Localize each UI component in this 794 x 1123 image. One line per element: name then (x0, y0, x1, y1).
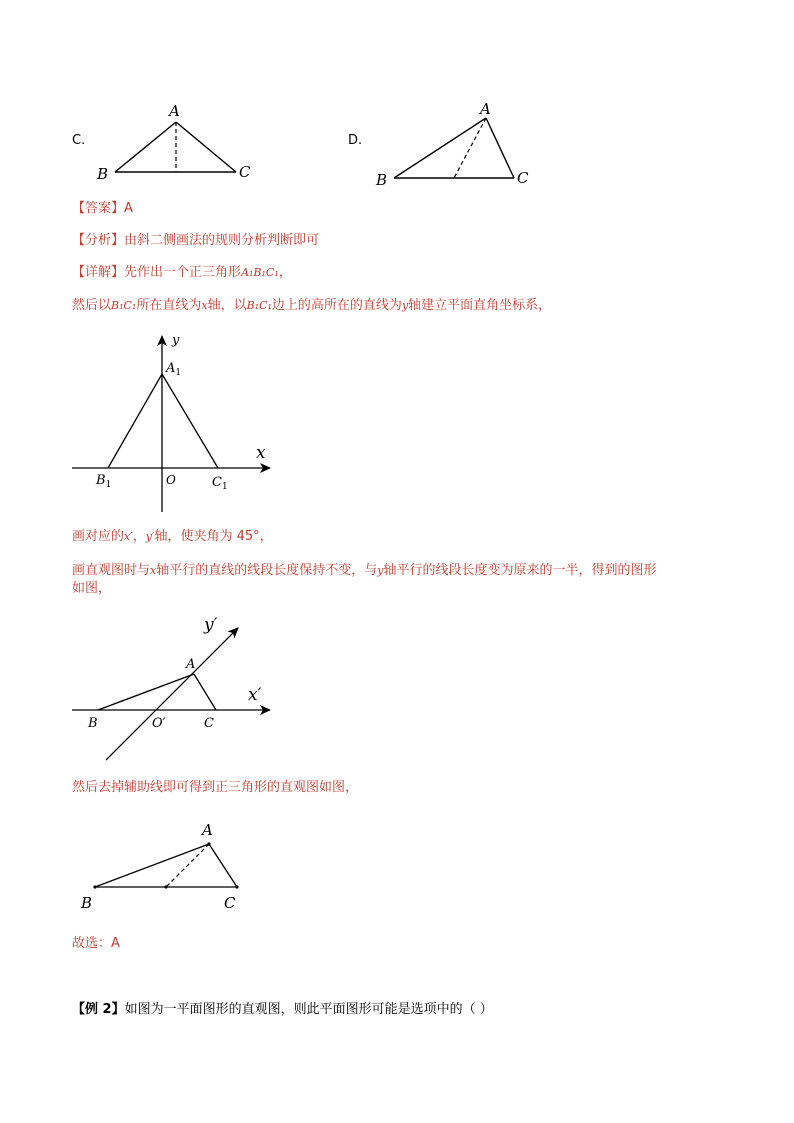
figure-final-oblique-triangle (75, 815, 255, 915)
option-d-label: D. (348, 133, 363, 148)
analysis-tag: 分析 (85, 233, 112, 248)
oblique-rule-line-cont: 如图， (72, 581, 112, 596)
fig2-point-a: A (186, 657, 196, 672)
option-c-point-a: A (169, 102, 180, 120)
option-d-point-a: A (480, 100, 491, 118)
option-c-point-c: C (239, 163, 251, 181)
final-figure-line: 然后去掉辅助线即可得到正三角形的直观图如图， (72, 780, 359, 795)
option-d-point-b: B (376, 171, 388, 189)
answer-tag: 答案 (85, 201, 112, 216)
fig1-origin: O (166, 473, 176, 487)
fig1-point-a1: $A_1$ (166, 361, 182, 378)
fig3-point-b: B (81, 894, 93, 912)
fig3-point-a: A (202, 821, 213, 839)
answer-value: A (124, 201, 133, 216)
example-2-text: 如图为一平面图形的直观图，则此平面图形可能是选项中的（ ） (124, 1002, 493, 1017)
figure-oblique-with-axes (66, 612, 281, 772)
example-2-tag: 例 2 (85, 1002, 112, 1017)
fig1-point-c1: $C_1$ (212, 475, 228, 492)
select-value: A (111, 936, 120, 951)
answer-line: 【答案】A (72, 201, 133, 216)
fig2-point-b: B (88, 716, 98, 731)
fig2-point-c: C (204, 716, 214, 731)
oblique-rule-line: 画直观图时与x轴平行的直线的线段长度保持不变，与y轴平行的线段长度变为原来的一半，得到的图形 (72, 563, 657, 578)
detail-triangle: A₁B₁C₁ (241, 266, 279, 279)
analysis-text: 由斜二侧画法的规则分析判断即可 (124, 233, 320, 248)
option-c-label: C. (72, 133, 86, 148)
figure-equilateral-triangle (66, 330, 281, 520)
coordinate-setup-line: 然后以B₁C₁所在直线为x轴，以B₁C₁边上的高所在的直线为y轴建立平面直角坐标系， (72, 298, 552, 313)
detail-line: 【详解】先作出一个正三角形A₁B₁C₁， (72, 265, 292, 280)
detail-tag: 详解 (85, 265, 112, 280)
detail-text: 先作出一个正三角形 (124, 265, 242, 280)
option-d-figure (370, 96, 540, 192)
fig3-point-c: C (224, 894, 236, 912)
analysis-line: 【分析】由斜二侧画法的规则分析判断即可 (72, 233, 320, 248)
fig2-origin: O′ (152, 716, 166, 731)
example-2-line: 【例 2】如图为一平面图形的直观图，则此平面图形可能是选项中的（ ） (72, 1002, 493, 1017)
fig1-point-b1: $B_1$ (96, 473, 112, 490)
axes-angle-line: 画对应的x′，y′轴，使夹角为 45°， (72, 529, 273, 544)
fig2-y-label: y′ (204, 615, 218, 635)
option-c-point-b: B (97, 165, 109, 183)
fig1-x-label: x (256, 443, 266, 463)
option-c-figure (95, 98, 265, 188)
fig2-x-label: x′ (248, 685, 262, 705)
fig1-y-label: y (172, 333, 180, 348)
option-d-point-c: C (517, 169, 529, 187)
select-line: 故选：A (72, 936, 120, 951)
